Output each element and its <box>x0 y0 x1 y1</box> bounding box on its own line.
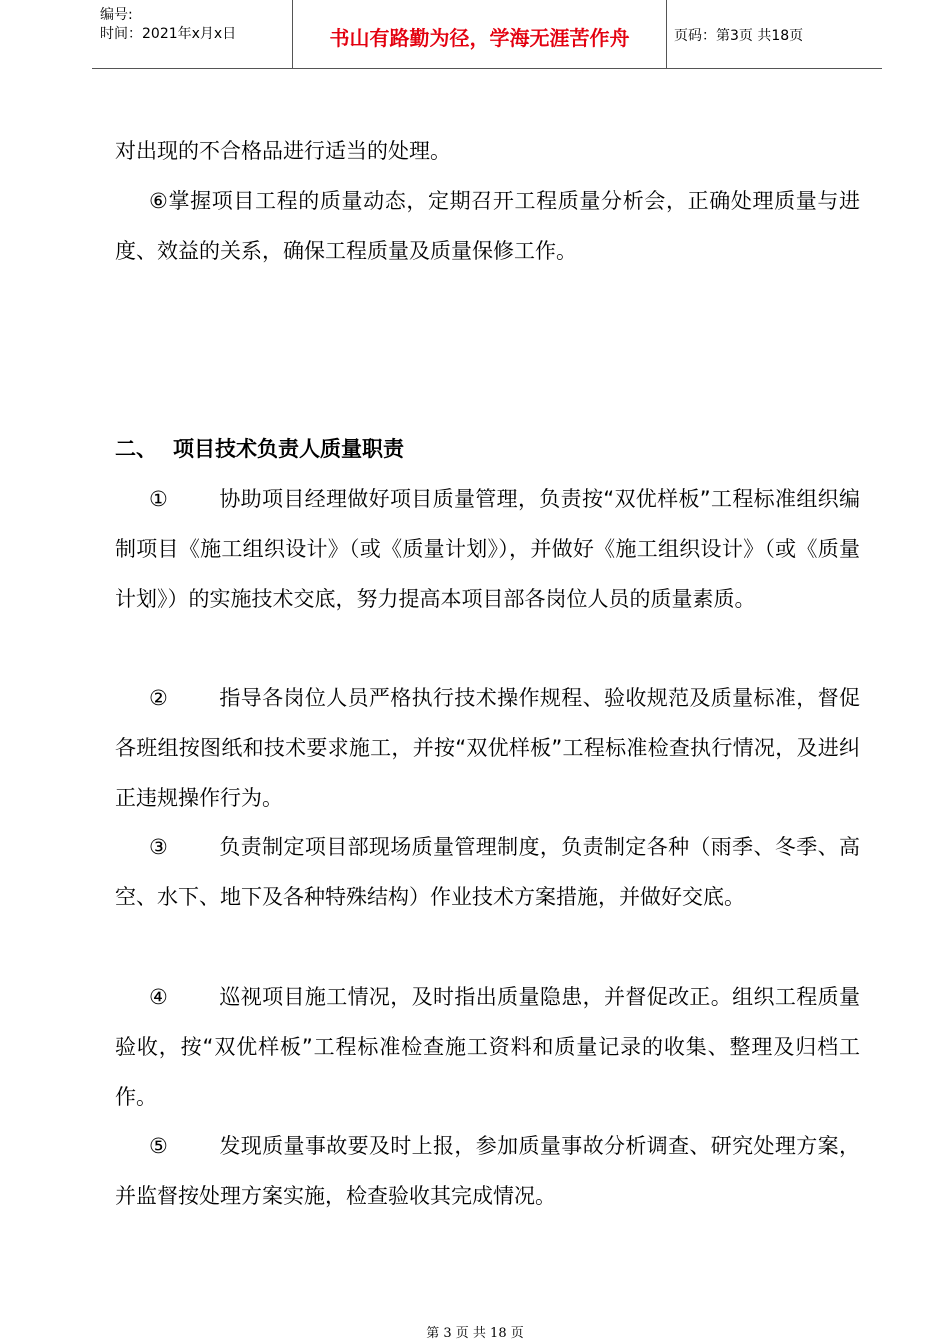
paragraph-item-6: ⑥掌握项目工程的质量动态，定期召开工程质量分析会，正确处理质量与进度、效益的关系，确保工程质量及质量保修工作。 <box>115 189 860 263</box>
section-heading-text: 项目技术负责人质量职责 <box>173 437 404 461</box>
duty-item-1 <box>115 474 860 624</box>
header-info-cell <box>92 0 292 68</box>
duty-item-5 <box>115 1121 860 1221</box>
header-page-code: 页码：第3页 共18页 <box>674 28 804 44</box>
duty-item-text: 负责制定项目部现场质量管理制度，负责制定各种（雨季、冬季、高空、水下、地下及各种特殊结构）作业技术方案措施，并做好交底。 <box>115 835 860 909</box>
header-motto: 书山有路勤为径，学海无涯苦作舟 <box>329 26 630 50</box>
duty-item-number: ④ <box>149 985 168 1009</box>
header-motto-cell <box>292 0 667 68</box>
document-number-label: 编号: <box>100 7 133 23</box>
duty-item-3 <box>115 822 860 922</box>
duty-item-text: 巡视项目施工情况，及时指出质量隐患，并督促改正。组织工程质量验收，按“双优样板”工程标准检查施工资料和质量记录的收集、整理及归档工作。 <box>115 985 860 1109</box>
header-page-cell <box>666 0 882 68</box>
duty-item-number: ③ <box>149 835 168 859</box>
duty-item-text: 指导各岗位人员严格执行技术操作规程、验收规范及质量标准，督促各班组按图纸和技术要求施工，并按“双优样板”工程标准检查执行情况，及进纠正违规操作行为。 <box>115 686 860 810</box>
duty-item-number: ① <box>149 487 168 511</box>
duty-item-number: ② <box>149 686 168 710</box>
page-footer: 第 3 页 共 18 页 <box>426 1326 524 1341</box>
duty-item-number: ⑤ <box>149 1134 168 1158</box>
document-time-label: 时间：2021年x月x日 <box>100 26 237 42</box>
section-heading <box>115 424 404 474</box>
section-heading-number: 二、 <box>115 437 157 461</box>
duty-item-text: 协助项目经理做好项目质量管理，负责按“双优样板”工程标准组织编制项目《施工组织设计》（或《质量计划》），并做好《施工组织设计》（或《质量计划》）的实施技术交底，努力提高本项目部各岗位人员的质量素质。 <box>115 487 860 611</box>
duty-item-text: 发现质量事故要及时上报，参加质量事故分析调查、研究处理方案，并监督按处理方案实施，检查验收其完成情况。 <box>115 1134 860 1208</box>
page-header <box>92 0 882 69</box>
paragraph-continuation: 对出现的不合格品进行适当的处理。 <box>115 139 451 163</box>
duty-item-4 <box>115 972 860 1122</box>
duty-item-2 <box>115 673 860 823</box>
